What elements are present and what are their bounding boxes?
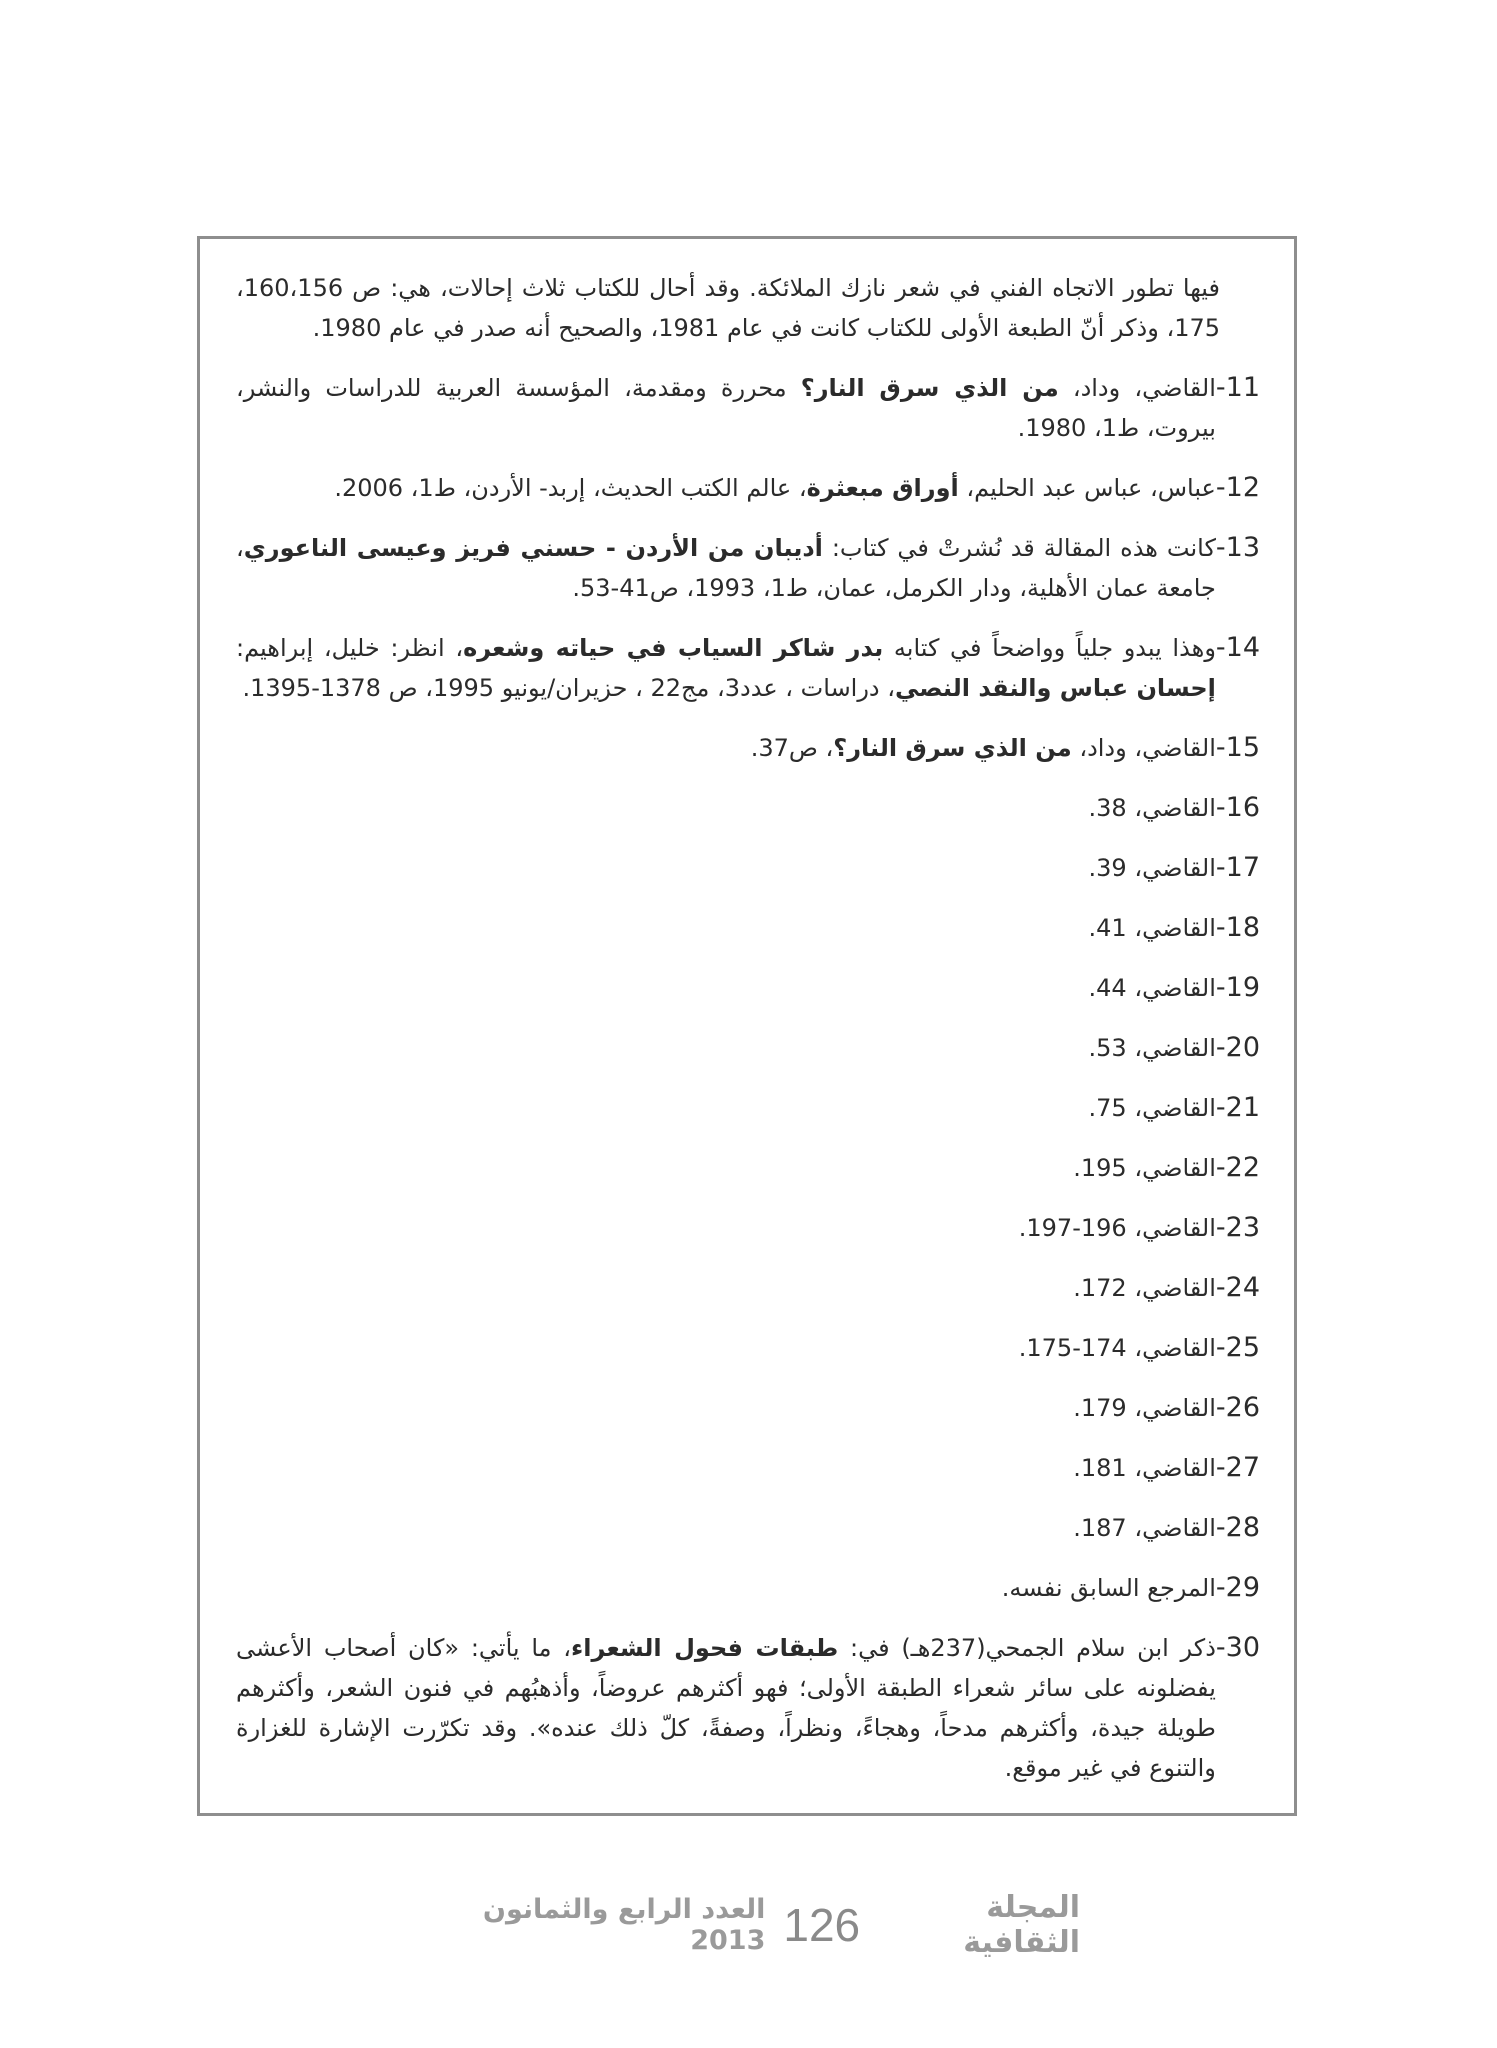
endnote-text: [236, 1628, 1216, 1788]
endnote-12: [236, 468, 1260, 508]
endnote-number: 20-: [1215, 1032, 1260, 1063]
endnote-23: [236, 1208, 1260, 1248]
endnote-26: [236, 1388, 1260, 1428]
text-part: ، ص37.: [750, 734, 834, 762]
page-footer: [430, 1890, 1080, 1960]
book-title: من الذي سرق النار؟: [800, 374, 1059, 402]
text-part: محررة ومقدمة، المؤسسة العربية للدراسات والنشر، بيروت، ط1، 1980.: [236, 374, 1216, 442]
endnote-text: القاضي، 195.: [1073, 1154, 1216, 1182]
endnote-19: [236, 968, 1260, 1008]
endnote-28: [236, 1508, 1260, 1548]
article-title: إحسان عباس والنقد النصي: [895, 674, 1216, 702]
endnote-number: 15-: [1215, 732, 1260, 763]
endnote-text: القاضي، 196-197.: [1018, 1214, 1216, 1242]
endnote-11: [236, 368, 1260, 448]
text-part: ، جامعة عمان الأهلية، ودار الكرمل، عمان، ط1، 1993، ص41-53.: [236, 534, 1216, 602]
endnote-number: 14-: [1215, 632, 1260, 663]
issue-label: العدد الرابع والثمانون 2013: [482, 1894, 766, 1956]
endnote-15: [236, 728, 1260, 768]
endnote-text: [236, 468, 1216, 508]
endnote-number: 27-: [1215, 1452, 1260, 1483]
endnote-text: القاضي، 179.: [1073, 1394, 1216, 1422]
endnote-number: 26-: [1215, 1392, 1260, 1423]
endnote-text: [236, 728, 1216, 768]
book-title: بدر شاكر السياب في حياته وشعره: [463, 634, 884, 662]
endnote-text: القاضي، 53.: [1088, 1034, 1216, 1062]
endnote-text: [236, 368, 1216, 448]
endnote-text: القاضي، 187.: [1073, 1514, 1216, 1542]
endnote-number: 12-: [1215, 472, 1260, 503]
text-part: كانت هذه المقالة قد نُشرتْ في كتاب:: [822, 534, 1216, 562]
endnote-number: 25-: [1215, 1332, 1260, 1363]
endnote-number: 17-: [1215, 852, 1260, 883]
book-title: من الذي سرق النار؟: [833, 734, 1072, 762]
endnote-text: فيها تطور الاتجاه الفني في شعر نازك الملائكة. وقد أحال للكتاب ثلاث إحالات، هي: ص 160،156، 175، وذكر أنّ الطبعة الأولى للكتاب كانت في عام 1981، والصحيح أنه صدر في عام 1980.: [236, 274, 1220, 342]
endnote-number: 23-: [1215, 1212, 1260, 1243]
endnote-14: [236, 628, 1260, 708]
endnote-text: القاضي، 44.: [1088, 974, 1216, 1002]
text-part: ، ما يأتي: «كان أصحاب الأعشى يفضلونه على سائر شعراء الطبقة الأولى؛ فهو أكثرهم عروضاً، وأذهبُهم في فنون الشعر، وأكثرهم طويلة جيدة، وأكثرهم مدحاً، وهجاءً، ونظراً، وصفةً، كلّ ذلك عنده». وقد تكرّرت الإشارة للغزارة والتنوع في غير موقع.: [236, 1634, 1216, 1782]
endnote-16: [236, 788, 1260, 828]
endnote-text: القاضي، 172.: [1073, 1274, 1216, 1302]
text-part: عباس، عباس عبد الحليم،: [958, 474, 1216, 502]
endnote-number: 11-: [1215, 372, 1260, 403]
endnote-text: القاضي، 41.: [1088, 914, 1216, 942]
endnote-number: 19-: [1215, 972, 1260, 1003]
endnote-20: [236, 1028, 1260, 1068]
endnote-text: القاضي، 38.: [1088, 794, 1216, 822]
endnote-number: 21-: [1215, 1092, 1260, 1123]
magazine-name: المجلة الثقافية: [963, 1890, 1080, 1960]
endnote-18: [236, 908, 1260, 948]
book-title: طبقات فحول الشعراء: [571, 1634, 839, 1662]
endnote-continuation: [236, 268, 1260, 348]
book-title: أوراق مبعثرة: [806, 474, 959, 502]
endnote-number: 28-: [1215, 1512, 1260, 1543]
endnote-24: [236, 1268, 1260, 1308]
endnote-17: [236, 848, 1260, 888]
book-title: أديبان من الأردن - حسني فريز وعيسى الناعوري: [243, 534, 823, 562]
endnote-text: القاضي، 181.: [1073, 1454, 1216, 1482]
endnote-text: المرجع السابق نفسه.: [1001, 1574, 1216, 1602]
endnote-text: [236, 628, 1216, 708]
text-part: القاضي، وداد،: [1071, 734, 1216, 762]
endnote-number: 13-: [1215, 532, 1260, 563]
endnote-text: [236, 528, 1216, 608]
endnote-13: [236, 528, 1260, 608]
endnote-25: [236, 1328, 1260, 1368]
text-part: ذكر ابن سلام الجمحي(237هـ) في:: [838, 1634, 1216, 1662]
endnote-27: [236, 1448, 1260, 1488]
text-part: ، انظر: خليل، إبراهيم:: [236, 634, 464, 662]
text-part: وهذا يبدو جلياً وواضحاً في كتابه: [883, 634, 1216, 662]
endnote-number: 16-: [1215, 792, 1260, 823]
text-part: ، دراسات ، عدد3، مج22 ، حزيران/يونيو 1995، ص 1378-1395.: [242, 674, 895, 702]
endnote-text: القاضي، 75.: [1088, 1094, 1216, 1122]
endnotes-list: [236, 268, 1260, 1808]
text-part: ، عالم الكتب الحديث، إربد- الأردن، ط1، 2006.: [334, 474, 807, 502]
endnote-number: 18-: [1215, 912, 1260, 943]
endnote-22: [236, 1148, 1260, 1188]
page-number: 126: [783, 1899, 861, 1951]
text-part: القاضي، وداد،: [1058, 374, 1216, 402]
endnote-30: [236, 1628, 1260, 1788]
endnote-number: 30-: [1215, 1632, 1260, 1663]
endnote-21: [236, 1088, 1260, 1128]
endnote-text: القاضي، 39.: [1088, 854, 1216, 882]
endnote-number: 22-: [1215, 1152, 1260, 1183]
endnote-number: 24-: [1215, 1272, 1260, 1303]
endnote-number: 29-: [1215, 1572, 1260, 1603]
endnote-29: [236, 1568, 1260, 1608]
endnote-text: القاضي، 174-175.: [1018, 1334, 1216, 1362]
